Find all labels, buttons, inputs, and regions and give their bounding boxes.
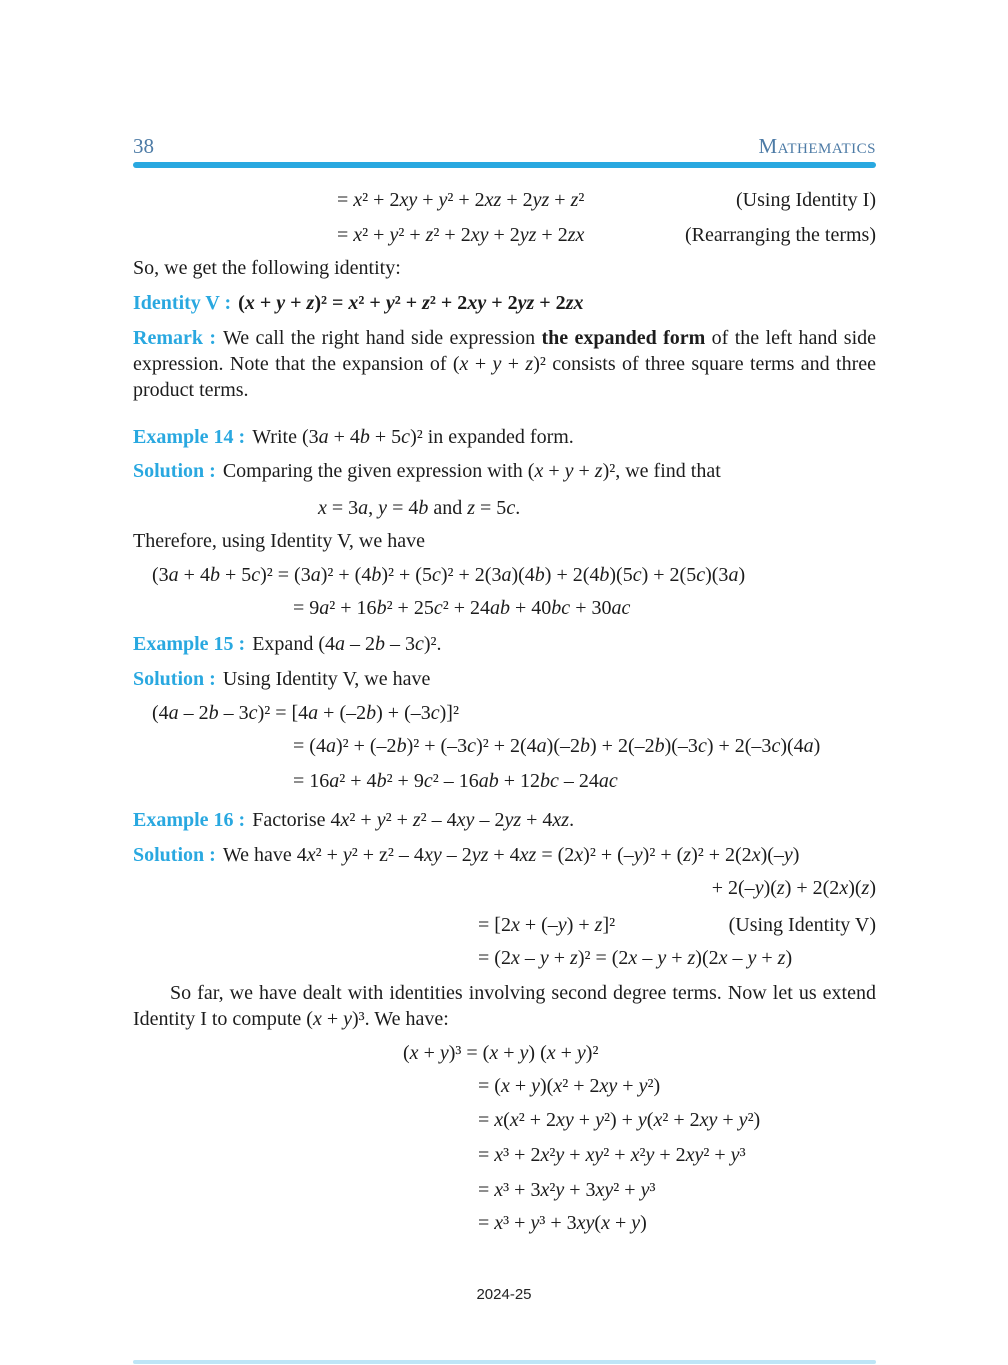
example-16-text: Factorise 4x² + y² + z² – 4xy – 2yz + 4xz. xyxy=(252,809,575,831)
example-14-line xyxy=(133,424,876,450)
equation-line: = 9a² + 16b² + 25c² + 24ab + 40bc + 30ac xyxy=(293,597,631,619)
example-16-line xyxy=(133,807,876,833)
identity-v-line xyxy=(133,290,876,316)
example-14-label: Example 14 : xyxy=(133,426,246,448)
remark-text: We call the right hand side expression the expanded form of the left hand side expression. Note that the expansion of (x + y + z)² consists of three square terms and three product terms. xyxy=(133,327,876,401)
equation-line: (x + y)³ = (x + y) (x + y)² xyxy=(403,1042,599,1064)
cubes-intro-paragraph: So far, we have dealt with identities involving second degree terms. Now let us extend Identity I to compute (x + y)³. We have: xyxy=(133,982,876,1030)
equation-note: (Using Identity V) xyxy=(728,914,876,936)
solution-14-label: Solution : xyxy=(133,460,216,482)
bottom-page-rule xyxy=(133,1360,876,1364)
intro-text: So, we get the following identity: xyxy=(133,257,401,279)
therefore-line: Therefore, using Identity V, we have xyxy=(133,530,425,552)
page-number: 38 xyxy=(133,134,154,158)
solution-16-line xyxy=(133,842,876,868)
equation-line: = (x + y)(x² + 2xy + y²) xyxy=(478,1075,661,1097)
equation-line: = x³ + 3x²y + 3xy² + y³ xyxy=(478,1179,656,1201)
equation-line xyxy=(133,222,876,248)
equation-line: = x(x² + 2xy + y²) + y(x² + 2xy + y²) xyxy=(478,1109,761,1131)
example-15-label: Example 15 : xyxy=(133,633,246,655)
equation-line: = x³ + 2x²y + xy² + x²y + 2xy² + y³ xyxy=(478,1144,746,1166)
page-content xyxy=(133,187,876,1236)
footer-edition: 2024-25 xyxy=(476,1286,532,1303)
header-rule xyxy=(133,162,876,168)
identity-v-formula: (x + y + z)² = x² + y² + z² + 2xy + 2yz + 2zx xyxy=(238,292,584,314)
equation-line: (4a – 2b – 3c)² = [4a + (–2b) + (–3c)]² xyxy=(152,702,459,724)
example-15-line xyxy=(133,631,876,657)
solution-14-line xyxy=(133,458,876,484)
identity-v-label: Identity V : xyxy=(133,292,232,314)
substitution-line: x = 3a, y = 4b and z = 5c. xyxy=(318,497,521,519)
example-16-label: Example 16 : xyxy=(133,809,246,831)
equation-line: = x³ + y³ + 3xy(x + y) xyxy=(478,1212,647,1234)
remark-label: Remark : xyxy=(133,327,217,349)
equation-line: = 16a² + 4b² + 9c² – 16ab + 12bc – 24ac xyxy=(293,770,618,792)
equation-line: + 2(–y)(z) + 2(2x)(z) xyxy=(711,877,876,899)
solution-16-label: Solution : xyxy=(133,844,216,866)
solution-15-label: Solution : xyxy=(133,668,216,690)
solution-16-text: We have 4x² + y² + z² – 4xy – 2yz + 4xz = (2x)² + (–y)² + (z)² + 2(2x)(–y) xyxy=(222,844,800,866)
example-15-text: Expand (4a – 2b – 3c)². xyxy=(252,633,442,655)
equation-line: (3a + 4b + 5c)² = (3a)² + (4b)² + (5c)² + 2(3a)(4b) + 2(4b)(5c) + 2(5c)(3a) xyxy=(152,564,746,586)
example-14-text: Write (3a + 4b + 5c)² in expanded form. xyxy=(252,426,574,448)
equation-line: = (4a)² + (–2b)² + (–3c)² + 2(4a)(–2b) + 2(–2b)(–3c) + 2(–3c)(4a) xyxy=(293,735,821,757)
equation-line xyxy=(133,912,876,938)
equation-line xyxy=(133,187,876,213)
equation-line: = (2x – y + z)² = (2x – y + z)(2x – y + z) xyxy=(478,947,793,969)
solution-15-text: Using Identity V, we have xyxy=(222,668,431,690)
remark-paragraph xyxy=(133,325,876,403)
header-title: Mathematics xyxy=(758,134,876,158)
equation-note: (Using Identity I) xyxy=(736,189,876,211)
equation-note: (Rearranging the terms) xyxy=(684,224,876,246)
solution-14-text: Comparing the given expression with (x + y + z)², we find that xyxy=(222,460,721,482)
page-header xyxy=(133,134,876,159)
equation-math: = x² + y² + z² + 2xy + 2yz + 2zx xyxy=(337,224,585,246)
equation-math: = [2x + (–y) + z]² xyxy=(478,914,616,936)
solution-15-line xyxy=(133,666,876,692)
equation-math: = x² + 2xy + y² + 2xz + 2yz + z² xyxy=(337,189,585,211)
